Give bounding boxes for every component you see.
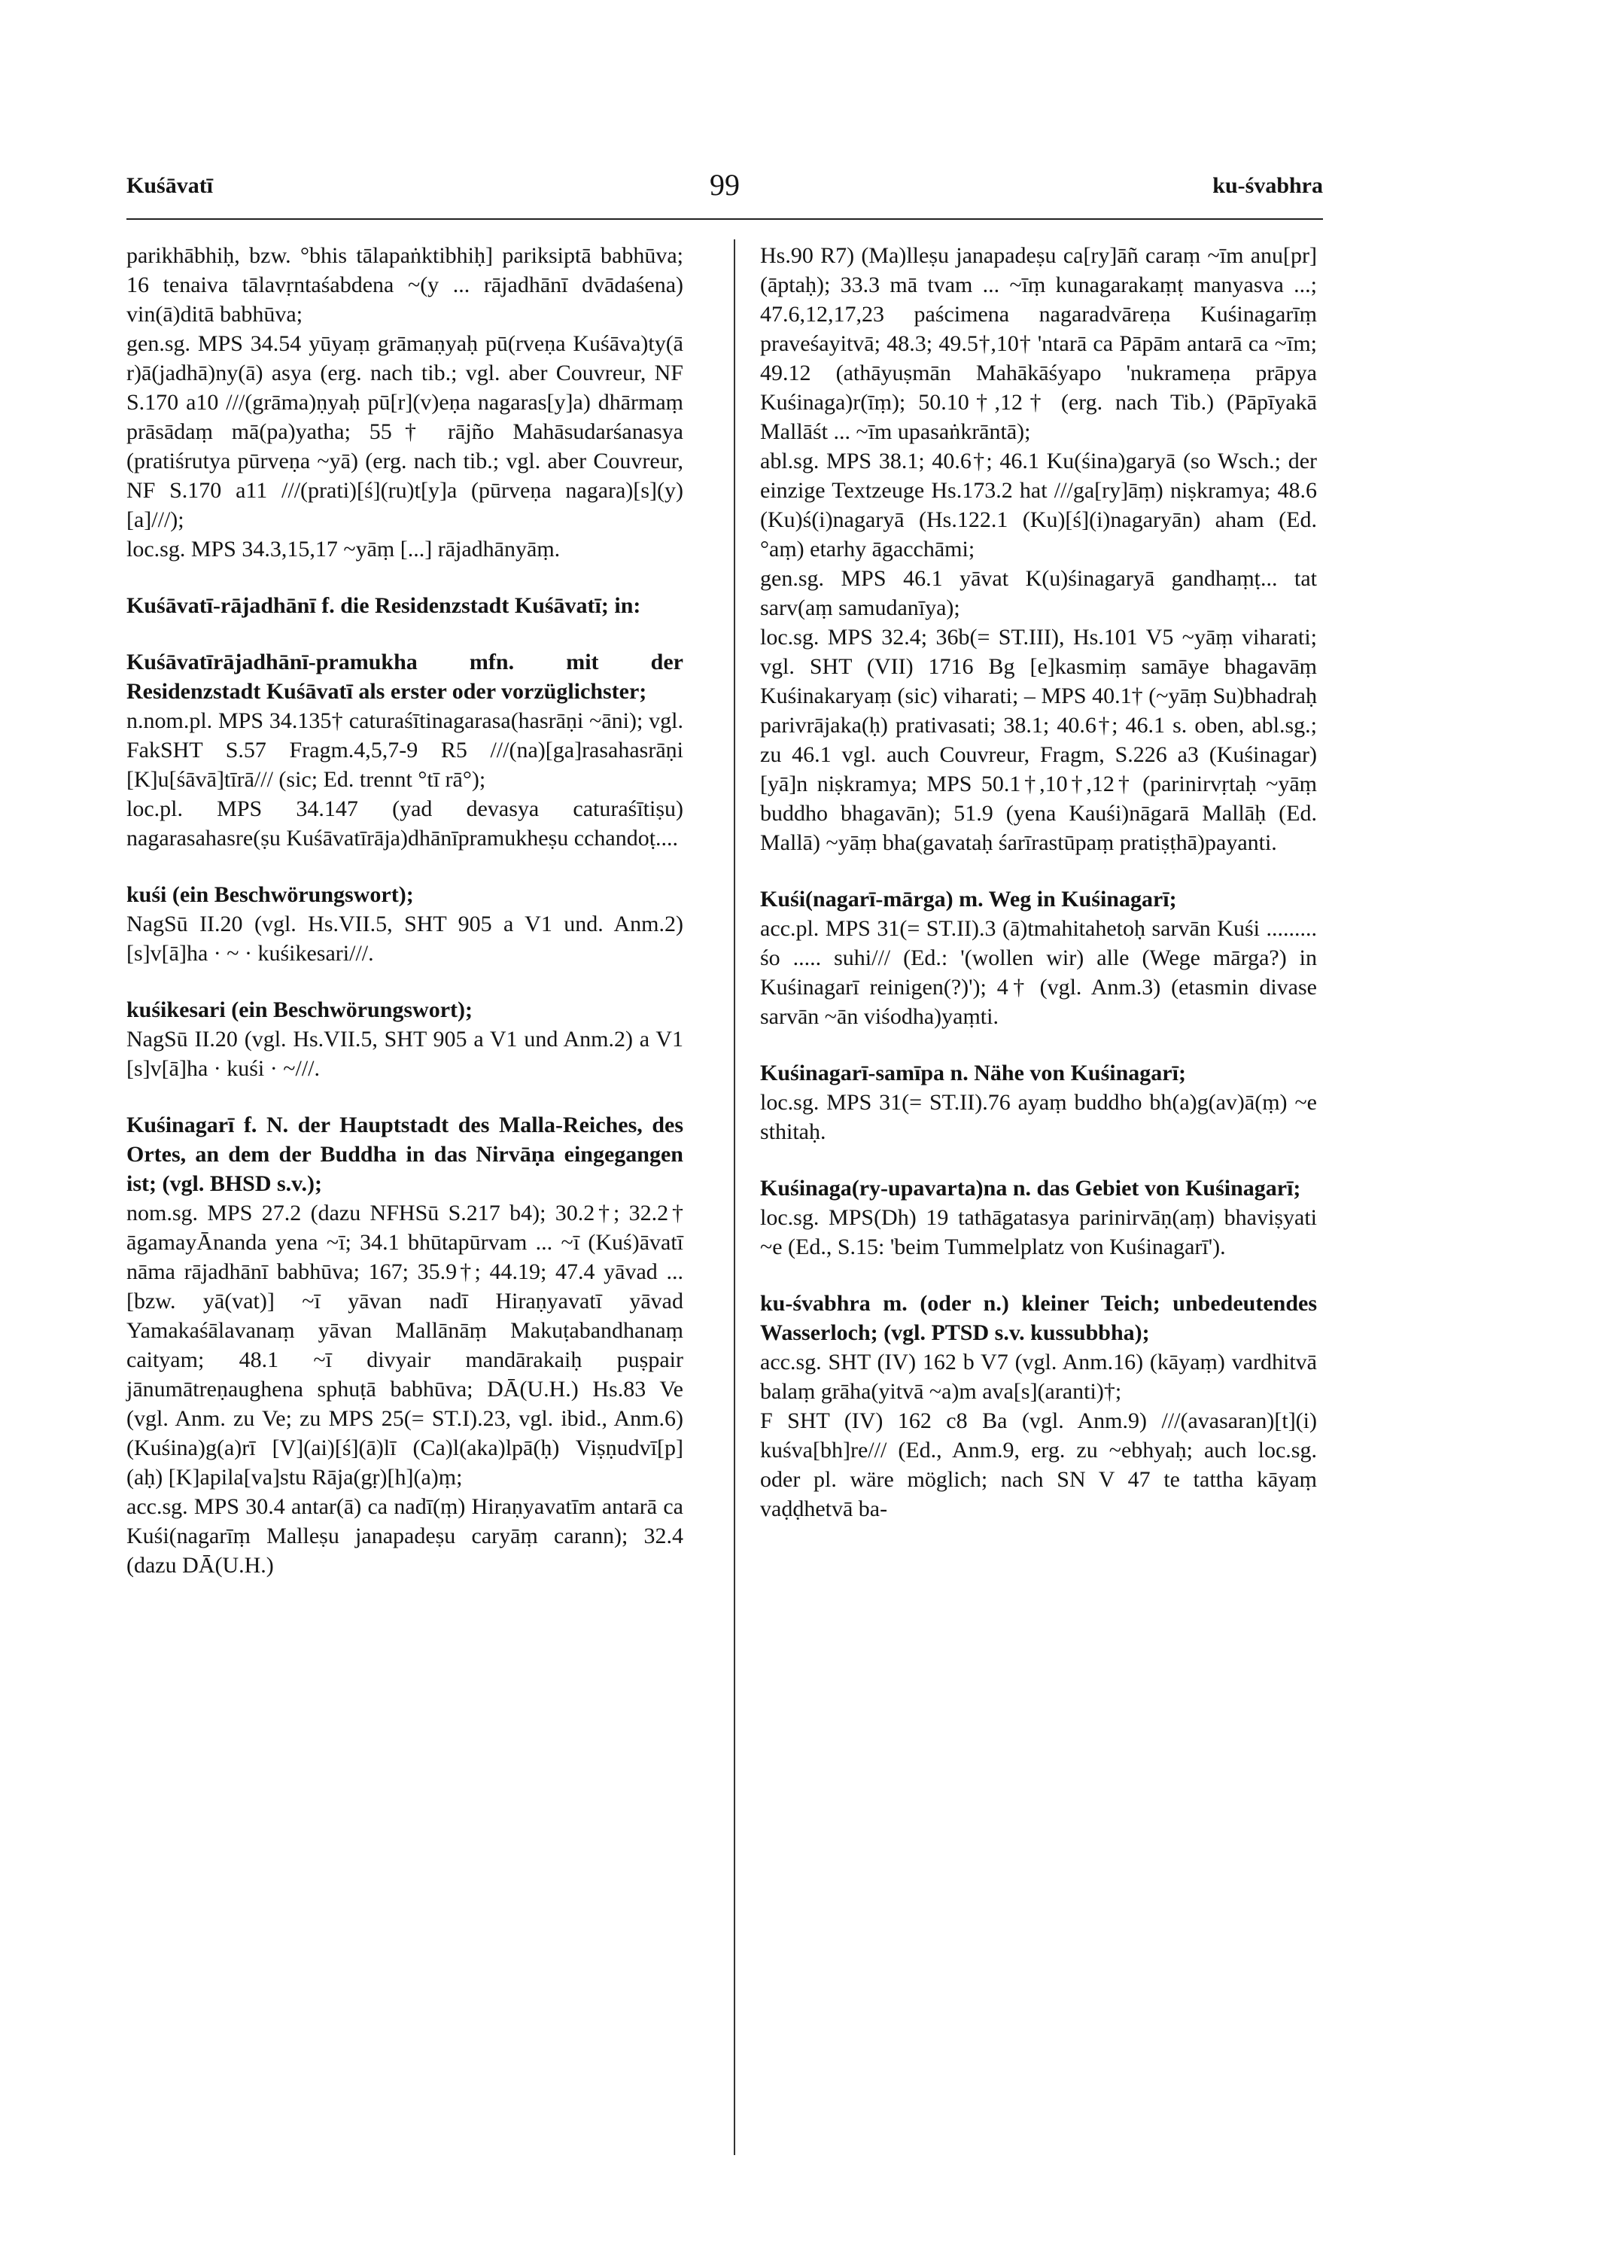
entry-samipa-loc-sg: loc.sg. MPS 31(= ST.II).76 ayaṃ buddho bh(a)g(av)ā(ṃ) ~e sthitaḥ. (760, 1090, 1317, 1144)
entry-svabhra-f: F SHT (IV) 162 c8 Ba (vgl. Anm.9) ///(avasaran)[t](i) kuśva[bh]re/// (Ed., Anm.9, erg. zu ~ebhyaḥ; auch loc.sg. oder pl. wäre möglich; nach SN V 47 te tattha kāyaṃ vaḍḍhetvā ba- (760, 1408, 1317, 1521)
column-divider (734, 239, 735, 2155)
header-right-guideword: ku-śvabhra (1212, 173, 1323, 198)
lemma-kusavatirajadhani-pramukha: Kuśāvatīrājadhānī-pramukha mfn. mit der Residenzstadt Kuśāvatī als erster oder vorzüglichster; (126, 650, 683, 704)
entry-kusinagari-acc-sg: acc.sg. MPS 30.4 antar(ā) ca nadī(ṃ) Hiraṇyavatīm antarā ca Kuśi(nagarīṃ Malleṣu janapadeṣu caryāṃ carann); 32.4 (dazu DĀ(U.H.) (126, 1494, 683, 1578)
lemma-kusi: kuśi (ein Beschwörungswort); (126, 882, 414, 907)
entry-abl-sg: abl.sg. MPS 38.1; 40.6†; 46.1 Ku(śina)garyā (so Wsch.; der einzige Textzeuge Hs.173.2 hat ///ga[ry]āṃ) niṣkramya; 48.6 (Ku)ś(i)nagaryā (Hs.122.1 (Ku)[ś](i)nagaryān) aham (Ed. °aṃ) etarhy āgacchāmi; (760, 449, 1317, 562)
lemma-kusavati-rajadhani: Kuśāvatī-rājadhānī f. die Residenzstadt Kuśāvatī; in: (126, 593, 641, 618)
lemma-kusinaga-upavartana: Kuśinaga(ry-upavarta)na n. das Gebiet von Kuśinagarī; (760, 1176, 1301, 1201)
lemma-kusi-nagari-marga: Kuśi(nagarī-mārga) m. Weg in Kuśinagarī; (760, 887, 1177, 912)
entry-acc-sg-continuation: Hs.90 R7) (Ma)lleṣu janapadeṣu ca[ry]āñ caraṃ ~īm anu[pr](āptaḥ); 33.3 mā tvam ... ~īṃ kunagarakaṃṭ manyasva ...; 47.6,12,17,23 paścimena nagaradvāreṇa Kuśinagarīṃ praveśayitvā; 48.3; 49.5†,10† 'ntarā ca Pāpām antarā ca ~īm; 49.12 (athāyuṣmān Mahākāśyapo 'nukrameṇa prāpya Kuśinaga)r(īṃ); 50.10†,12† (erg. nach Tib.) (Pāpīyakā Mallāśt ... ~īm upasaṅkrāntā); (760, 243, 1317, 444)
entry-kusikesari-nagsu: NagSū II.20 (vgl. Hs.VII.5, SHT 905 a V1 und Anm.2) a V1 [s]v[ā]ha · kuśi · ~///. (126, 1027, 683, 1081)
entry-gen-sg-right: gen.sg. MPS 46.1 yāvat K(u)śinagaryā gandhaṃṭ... tat sarv(aṃ samudanīya); (760, 566, 1317, 620)
entry-gen-sg: gen.sg. MPS 34.54 yūyaṃ grāmaṇyaḥ pū(rveṇa Kuśāva)ty(ā r)ā(jadhā)ny(ā) asya (erg. nach tib.; vgl. aber Couvreur, NF S.170 a10 ///(grāma)ṇyaḥ pū[r](v)eṇa nagaras[y]a) dhārmaṃ prāsādaṃ mā(pa)yatha; 55† rājño Mahāsudarśanasya (pratiśrutya pūrveṇa ~yā) (erg. nach tib.; vgl. aber Couvreur, NF S.170 a11 ///(prati)[ś](ru)t[y]a (pūrveṇa nagara)[s](y)[a]///); (126, 331, 683, 532)
entry-marga-acc-pl: acc.pl. MPS 31(= ST.II).3 (ā)tmahitahetoḥ sarvān Kuśi ......... śo ..... suhi/// (Ed.: '(wollen wir) alle (Wege mārga?) in Kuśinagarī reinigen(?)'); 4† (vgl. Anm.3) (etasmin divase sarvān ~ān viśodha)yaṃti. (760, 916, 1317, 1029)
entry-continuation: parikhābhiḥ, bzw. °bhis tālapaṅktibhiḥ] pariksiptā babhūva; 16 tenaiva tālavṛntaśabdena ~(y ... rājadhānī dvādaśena) vin(ā)ditā babhūva; (126, 243, 683, 327)
entry-loc-sg: loc.sg. MPS 34.3,15,17 ~yāṃ [...] rājadhānyāṃ. (126, 537, 561, 562)
lemma-kusinagari: Kuśinagarī f. N. der Hauptstadt des Malla-Reiches, des Ortes, an dem der Buddha in das Nirvāṇa eingegangen ist; (vgl. BHSD s.v.); (126, 1113, 683, 1196)
entry-kusi-nagsu: NagSū II.20 (vgl. Hs.VII.5, SHT 905 a V1 und. Anm.2) [s]v[ā]ha · ~ · kuśikesari///. (126, 912, 683, 966)
header-left-guideword: Kuśāvatī (126, 173, 214, 198)
entry-svabhra-acc-sg: acc.sg. SHT (IV) 162 b V7 (vgl. Anm.16) (kāyaṃ) vardhitvā balaṃ grāha(yitvā ~a)m ava[s](aranti)†; (760, 1350, 1317, 1404)
running-header (126, 168, 1323, 211)
lemma-kusinagari-samipa: Kuśinagarī-samīpa n. Nähe von Kuśinagarī; (760, 1061, 1186, 1085)
entry-n-nom-pl: n.nom.pl. MPS 34.135† caturaśītinagarasa(hasrāṇi ~āni); vgl. FakSHT S.57 Fragm.4,5,7-9 R5 ///(na)[ga]rasahasrāṇi [K]u[śāvā]tīrā/// (sic; Ed. trennt °tī rā°); (126, 708, 683, 792)
right-column (760, 241, 1317, 1524)
lemma-ku-svabhra: ku-śvabhra m. (oder n.) kleiner Teich; unbedeutendes Wasserloch; (vgl. PTSD s.v. kussubbha); (760, 1291, 1317, 1345)
entry-loc-pl: loc.pl. MPS 34.147 (yad devasya caturaśītiṣu) nagarasahasre(ṣu Kuśāvatīrāja)dhānīpramukheṣu cchandoṭ.... (126, 796, 683, 851)
left-column (126, 241, 683, 1580)
entry-kusinagari-nom-sg: nom.sg. MPS 27.2 (dazu NFHSū S.217 b4); 30.2†; 32.2† āgamayĀnanda yena ~ī; 34.1 bhūtapūrvam ... ~ī (Kuś)āvatī nāma rājadhānī babhūva; 167; 35.9†; 44.19; 47.4 yāvad ... [bzw. yā(vat)] ~ī yāvan nadī Hiraṇyavatī yāvad Yamakaśālavanaṃ yāvan Mallānāṃ Makuṭabandhanaṃ caityam; 48.1 ~ī divyair mandārakaiḥ puṣpair jānumātreṇaughena sphuṭā babhūva; DĀ(U.H.) Hs.83 Ve (vgl. Anm. zu Ve; zu MPS 25(= ST.I).23, vgl. ibid., Anm.6) (Kuśina)g(a)rī [V](ai)[ś](ā)lī (Ca)l(aka)lpā(ḥ) Viṣṇudvī[p](aḥ) [K]apila[va]stu Rāja(gṛ)[h](a)ṃ; (126, 1201, 683, 1490)
entry-loc-sg-right: loc.sg. MPS 32.4; 36b(= ST.III), Hs.101 V5 ~yāṃ viharati; vgl. SHT (VII) 1716 Bg [e]kasmiṃ samāye bhagavāṃ Kuśinakaryaṃ (sic) viharati; – MPS 40.1† (~yāṃ Su)bhadraḥ parivrājaka(ḥ) prativasati; 38.1; 40.6†; 46.1 s. oben, abl.sg.; zu 46.1 vgl. auch Couvreur, Fragm, S.226 a3 (Kuśinagar)[yā]n niṣkramya; MPS 50.1†,10†,12† (parinirvṛtaḥ ~yāṃ buddho bhagavān); 51.9 (yena Kauśi)nāgarā Mallāḥ (Ed. Mallā) ~yāṃ bha(gavataḥ śarīrastūpaṃ pratiṣṭhā)payanti. (760, 625, 1317, 855)
page-number: 99 (710, 168, 740, 202)
header-rule (126, 218, 1323, 220)
entry-upavartana-loc-sg: loc.sg. MPS(Dh) 19 tathāgatasya parinirvāṇ(aṃ) bhaviṣyati ~e (Ed., S.15: 'beim Tummelplatz von Kuśinagarī'). (760, 1205, 1317, 1259)
lemma-kusikesari: kuśikesari (ein Beschwörungswort); (126, 997, 473, 1022)
